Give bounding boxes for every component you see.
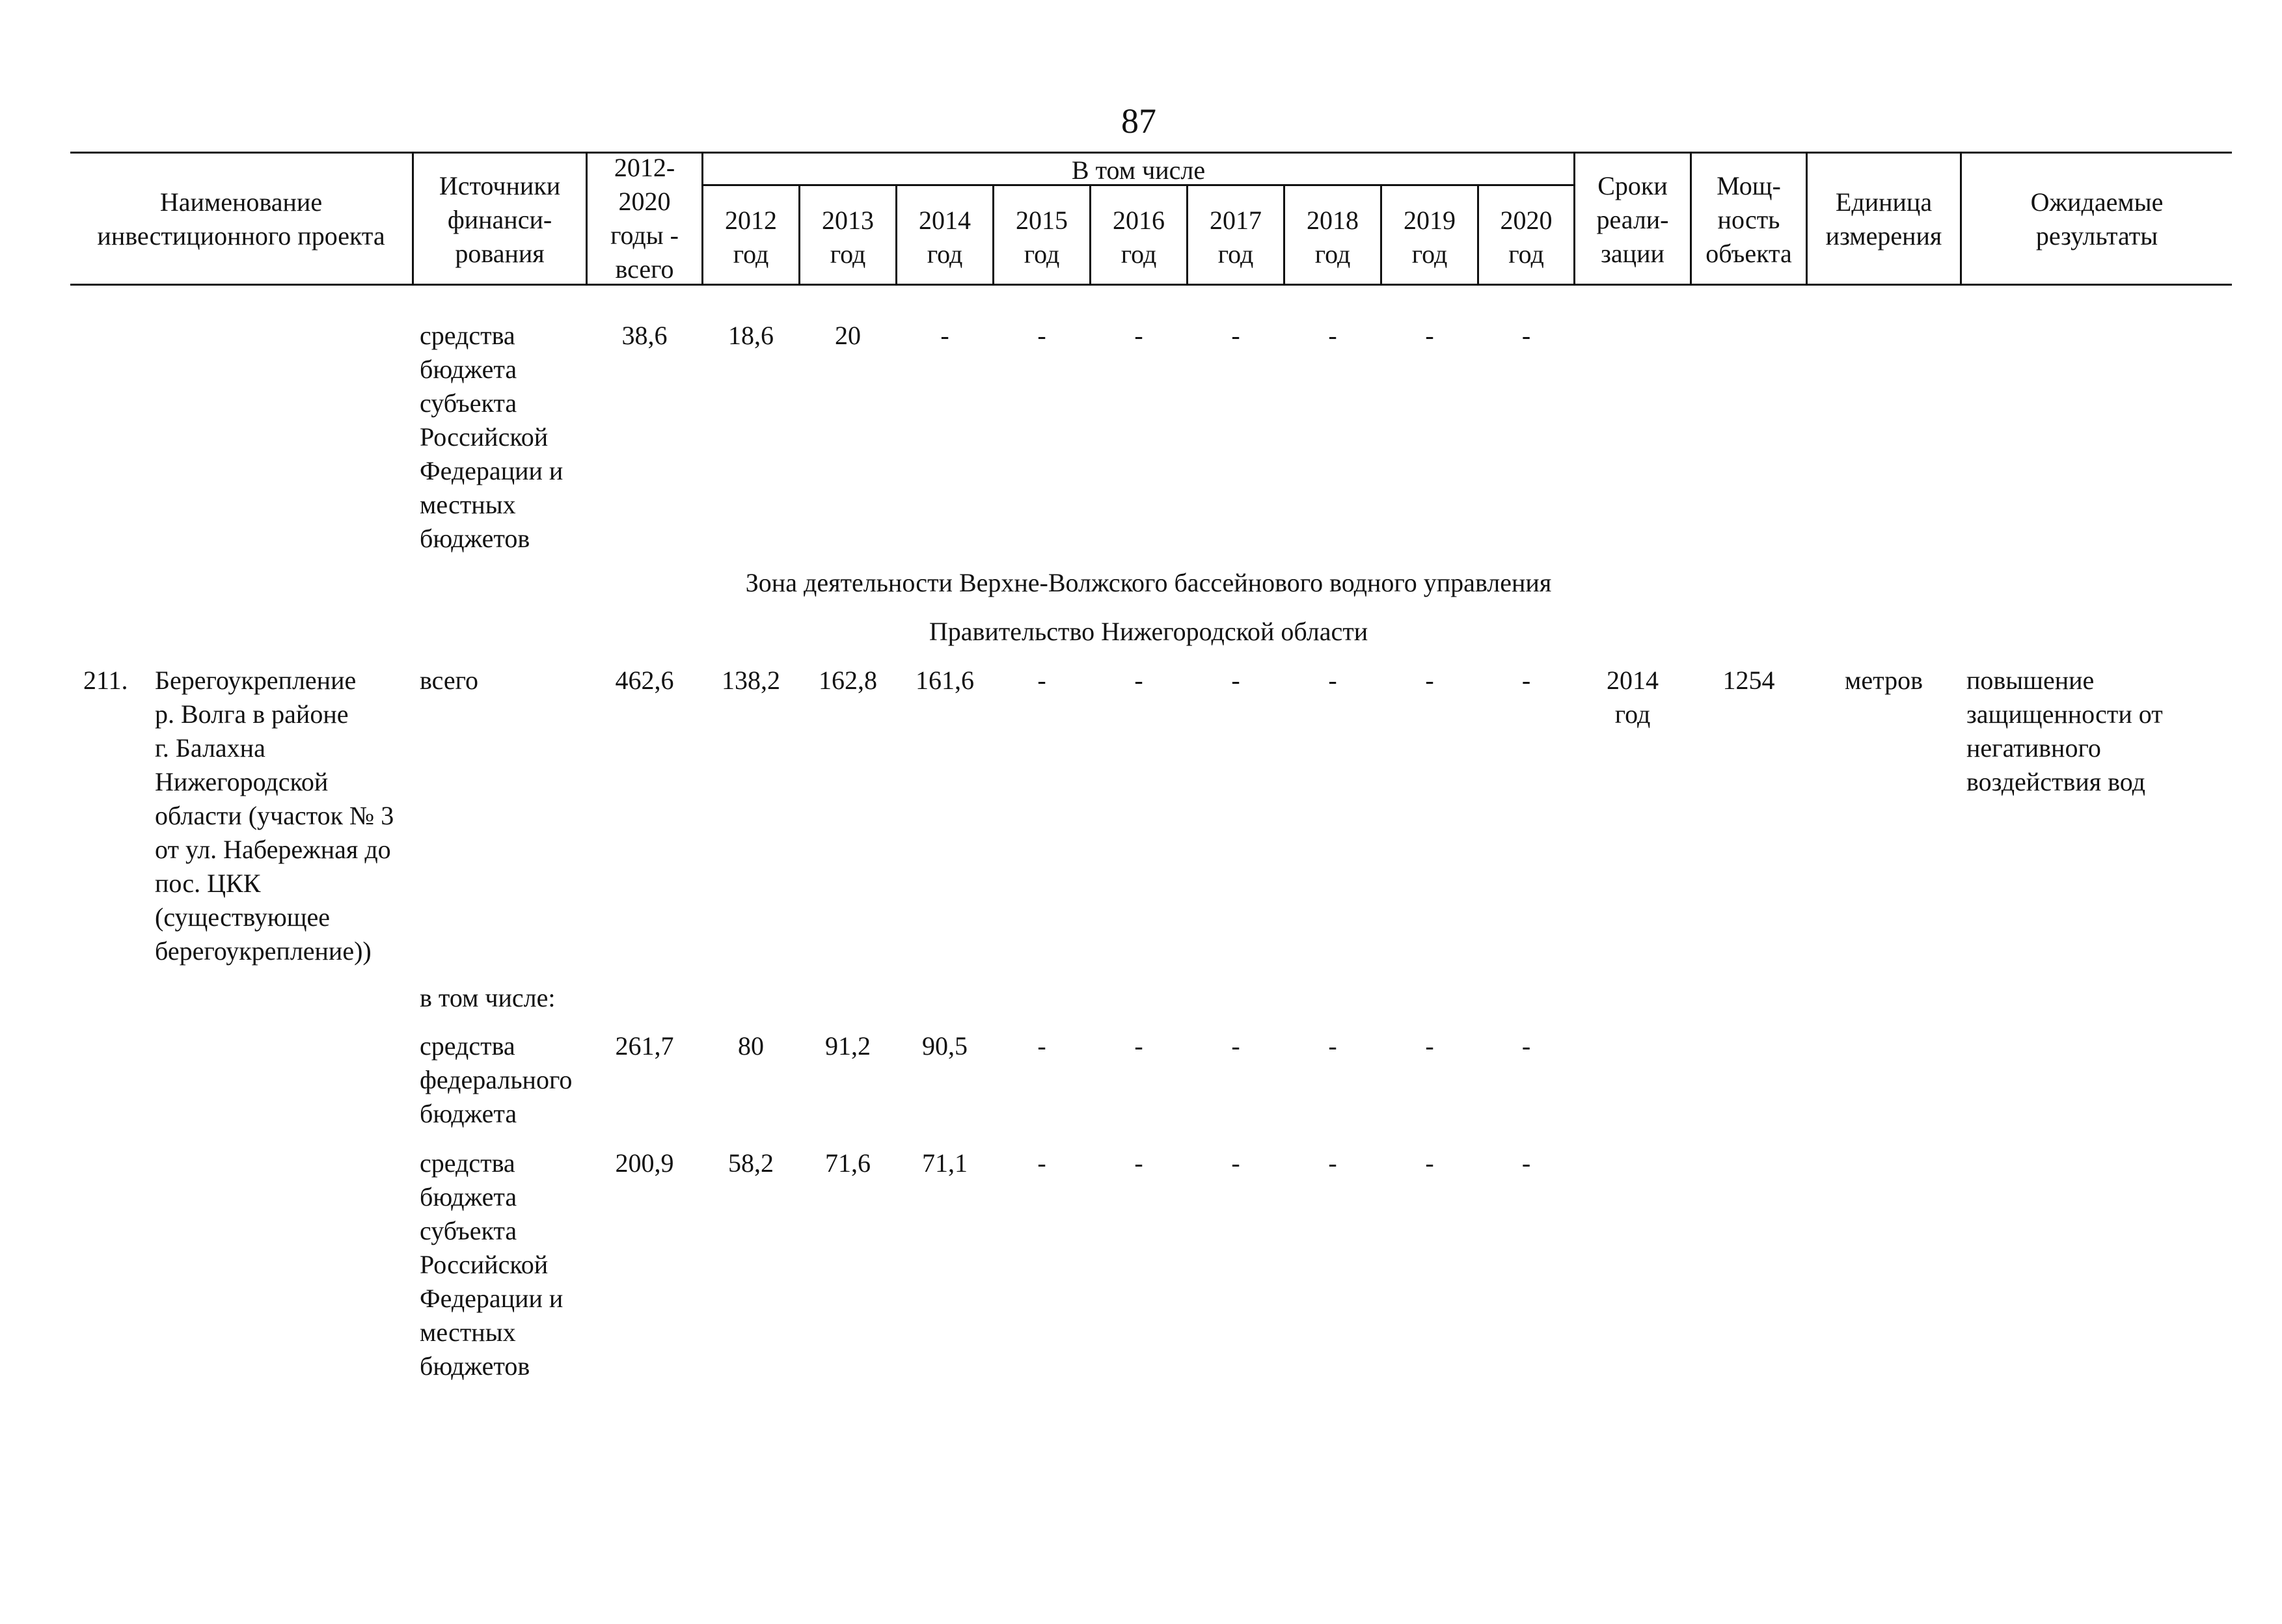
year-cell: 71,6 — [825, 1148, 871, 1178]
header-unit: Единица измерения — [1825, 187, 1942, 250]
page-number: 87 — [1121, 102, 1156, 141]
header-year: 2020 год — [1500, 206, 1553, 269]
year-cell: - — [1134, 1148, 1143, 1178]
year-cell: 161,6 — [916, 666, 974, 695]
year-cell: - — [1425, 321, 1434, 350]
total-cell: 38,6 — [621, 321, 668, 350]
source-cell: средства федерального бюджета — [420, 1031, 573, 1128]
year-cell: - — [1521, 1031, 1531, 1061]
header-year: 2013 год — [822, 206, 874, 269]
year-cell: - — [1037, 666, 1046, 695]
header-year: 2012 год — [725, 206, 777, 269]
zone-title: Зона деятельности Верхне-Волжского бассейнового водного управления — [745, 568, 1552, 597]
header-name: Наименование инвестиционного проекта — [97, 187, 385, 250]
year-cell: - — [1231, 1031, 1240, 1061]
header-results: Ожидаемые результаты — [2030, 187, 2164, 250]
year-cell: - — [1425, 666, 1434, 695]
year-cell: 90,5 — [922, 1031, 968, 1061]
header-bottom-rule — [70, 284, 2232, 286]
year-cell: - — [1134, 1031, 1143, 1061]
total-cell: 261,7 — [615, 1031, 674, 1061]
total-cell: 200,9 — [615, 1148, 674, 1178]
year-cell: - — [1231, 666, 1240, 695]
year-cell: - — [1521, 666, 1531, 695]
source-cell: средства бюджета субъекта Российской Федерации и местных бюджетов — [420, 321, 564, 553]
year-cell: - — [1037, 1031, 1046, 1061]
header-sources: Источники финанси- рования — [439, 171, 561, 268]
year-cell: - — [1521, 321, 1531, 350]
capacity-cell: 1254 — [1722, 666, 1775, 695]
header-total: 2012- 2020 годы - всего — [610, 153, 679, 284]
year-cell: - — [1328, 1148, 1337, 1178]
year-cell: 80 — [738, 1031, 764, 1061]
source-cell: средства бюджета субъекта Российской Федерации и местных бюджетов — [420, 1148, 564, 1381]
year-cell: 20 — [835, 321, 861, 350]
year-cell: - — [940, 321, 949, 350]
header-year: 2014 год — [919, 206, 971, 269]
unit-cell: метров — [1845, 666, 1923, 695]
result-cell: повышение защищенности от негативного воздействия вод — [1966, 666, 2163, 796]
year-cell: - — [1425, 1031, 1434, 1061]
header-year: 2018 год — [1307, 206, 1359, 269]
including-label: в том числе: — [420, 983, 556, 1012]
year-cell: - — [1425, 1148, 1434, 1178]
project-number: 211. — [83, 666, 128, 695]
year-cell: - — [1231, 321, 1240, 350]
source-cell: всего — [420, 666, 479, 695]
year-cell: 58,2 — [728, 1148, 774, 1178]
header-year: 2017 год — [1210, 206, 1262, 269]
header-terms: Сроки реали- зации — [1596, 171, 1669, 268]
project-name: Берегоукрепление р. Волга в районе г. Балахна Нижегородской области (участок № 3 от ул. Набережная до пос. ЦКК (существующее берегоукрепление)) — [155, 666, 394, 966]
year-cell: - — [1134, 321, 1143, 350]
year-cell: 18,6 — [728, 321, 774, 350]
year-cell: - — [1328, 321, 1337, 350]
year-cell: - — [1521, 1148, 1531, 1178]
year-cell: - — [1134, 666, 1143, 695]
year-cell: 71,1 — [922, 1148, 968, 1178]
government-title: Правительство Нижегородской области — [929, 617, 1368, 646]
header-capacity: Мощ- ность объекта — [1705, 171, 1792, 268]
header-year: 2015 год — [1016, 206, 1068, 269]
year-cell: 91,2 — [825, 1031, 871, 1061]
year-cell: - — [1328, 1031, 1337, 1061]
term-cell: 2014 год — [1607, 666, 1659, 729]
header-year: 2016 год — [1113, 206, 1165, 269]
year-cell: - — [1037, 1148, 1046, 1178]
year-cell: - — [1037, 321, 1046, 350]
total-cell: 462,6 — [615, 666, 674, 695]
header-including: В том числе — [1071, 156, 1206, 185]
year-cell: 162,8 — [819, 666, 877, 695]
year-cell: 138,2 — [722, 666, 780, 695]
header-year: 2019 год — [1404, 206, 1456, 269]
year-cell: - — [1328, 666, 1337, 695]
year-cell: - — [1231, 1148, 1240, 1178]
